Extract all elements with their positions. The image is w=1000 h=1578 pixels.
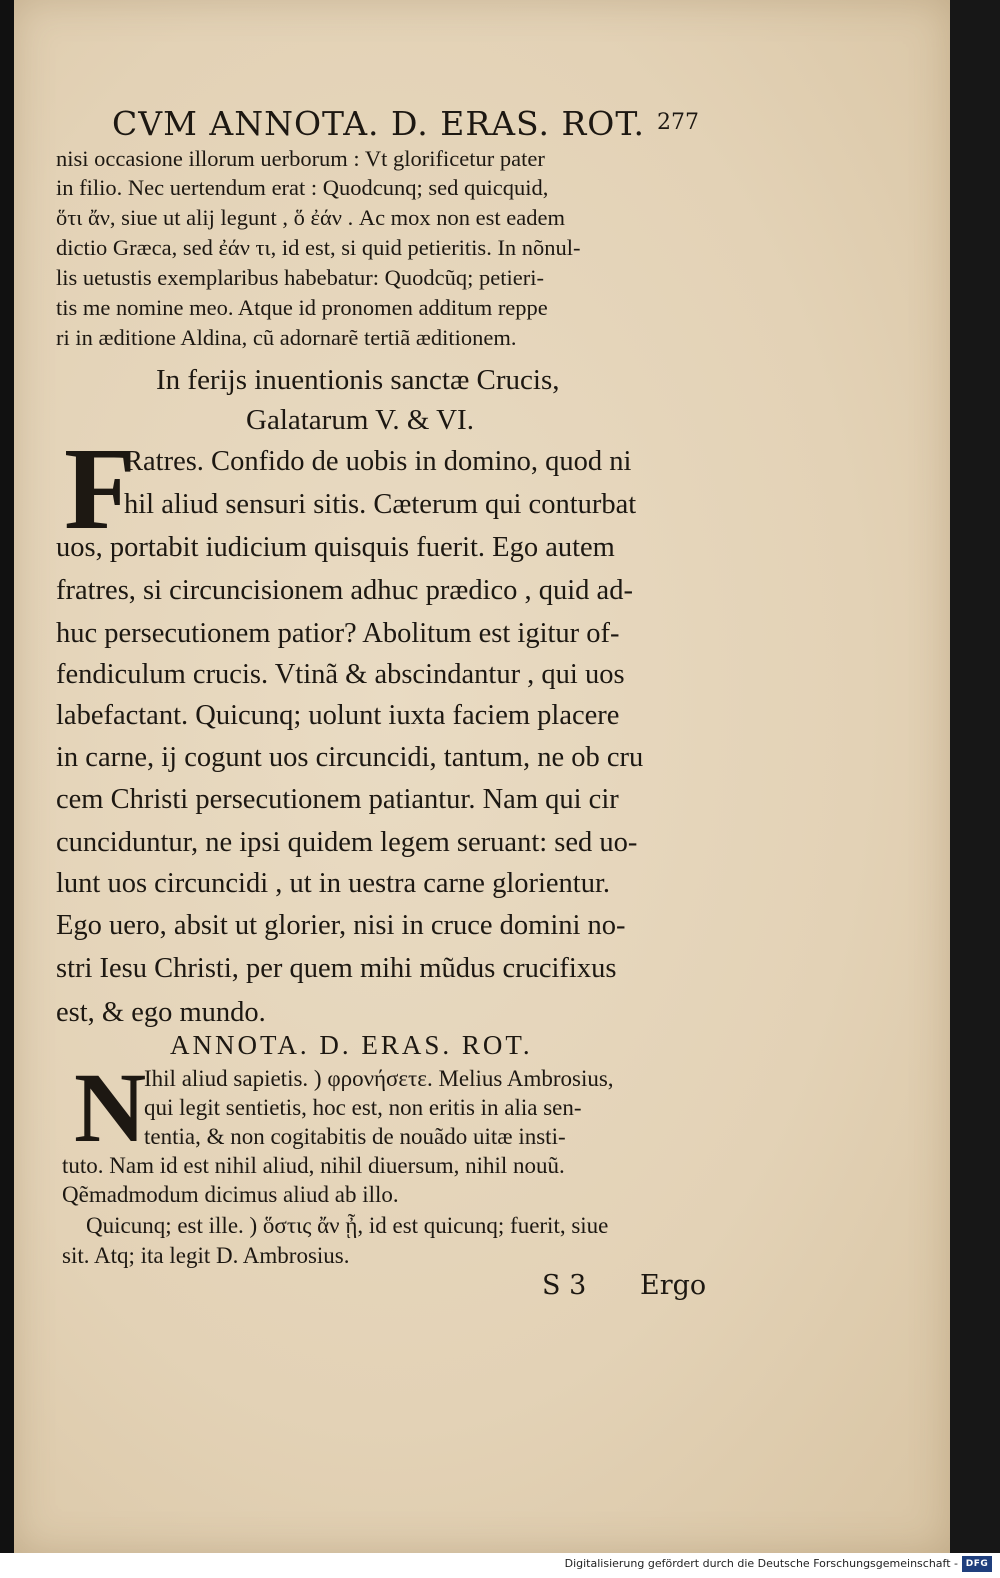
- annotation-title: ANNOTA. D. ERAS. ROT.: [170, 1030, 533, 1060]
- text-line: in filio. Nec uertendum erat : Quodcunq; sed quicquid,: [56, 175, 549, 200]
- text-line: ri in æditione Aldina, cũ adornarẽ tertiã æditionem.: [56, 325, 517, 350]
- decorated-initial-n: N: [74, 1052, 147, 1163]
- dfg-logo: DFG: [962, 1556, 992, 1572]
- text-line: qui legit sentietis, hoc est, non eritis in alia sen-: [144, 1095, 582, 1120]
- decorated-initial-f: F: [64, 423, 137, 554]
- text-line: Quicunq; est ille. ) ὅστις ἄν ᾖ, id est quicunq; fuerit, siue: [86, 1213, 609, 1238]
- text-line: ὅτι ἄν, siue ut alij legunt , ὅ ἐάν . Ac mox non est eadem: [56, 205, 566, 230]
- signature-mark: S 3: [542, 1270, 587, 1301]
- text-line: nisi occasione illorum uerborum : Vt glorificetur pater: [56, 146, 545, 171]
- text-line: lunt uos circuncidi , ut in uestra carne glorientur.: [56, 868, 611, 899]
- text-line: fratres, si circuncisionem adhuc prædico , quid ad-: [56, 575, 633, 606]
- section-heading-line: In ferijs inuentionis sanctæ Crucis,: [156, 364, 560, 396]
- text-line: Qẽmadmodum dicimus aliud ab illo.: [62, 1182, 399, 1207]
- digitization-footer: [0, 1553, 1000, 1578]
- book-edge: [950, 0, 1000, 1553]
- text-line: labefactant. Quicunq; uolunt iuxta faciem placere: [56, 700, 620, 731]
- text-line: tis me nomine meo. Atque id pronomen additum reppe: [56, 295, 548, 320]
- text-line: est, & ego mundo.: [56, 997, 266, 1028]
- text-line: cem Christi persecutionem patiantur. Nam qui cir: [56, 784, 619, 815]
- text-line: tentia, & non cogitabitis de nouãdo uitæ insti-: [144, 1124, 566, 1149]
- text-line: uos, portabit iudicium quisquis fuerit. Ego autem: [56, 532, 615, 563]
- text-line: cunciduntur, ne ipsi quidem legem seruant: sed uo-: [56, 827, 638, 858]
- text-line: hil aliud sensuri sitis. Cæterum qui conturbat: [124, 489, 637, 520]
- book-page: [14, 0, 952, 1553]
- catchword: Ergo: [640, 1270, 707, 1301]
- text-line: dictio Græca, sed ἐάν τι, id est, si quid petieritis. In nõnul-: [56, 235, 581, 260]
- text-line: sit. Atq; ita legit D. Ambrosius.: [62, 1243, 350, 1268]
- text-line: tuto. Nam id est nihil aliud, nihil diuersum, nihil nouũ.: [62, 1153, 565, 1178]
- text-line: Ego uero, absit ut glorier, nisi in cruce domini no-: [56, 910, 626, 941]
- text-line: stri Iesu Christi, per quem mihi mũdus crucifixus: [56, 953, 617, 984]
- text-line: in carne, ij cogunt uos circuncidi, tantum, ne ob cru: [56, 742, 644, 773]
- text-line: Ihil aliud sapietis. ) φρονήσετε. Melius Ambrosius,: [144, 1066, 614, 1091]
- text-line: lis uetustis exemplaribus habebatur: Quodcũq; petieri-: [56, 265, 545, 290]
- text-line: Ratres. Confido de uobis in domino, quod ni: [124, 446, 632, 477]
- funding-credit: Digitalisierung gefördert durch die Deutsche Forschungsgemeinschaft -: [564, 1557, 958, 1570]
- text-line: fendiculum crucis. Vtinã & abscindantur , qui uos: [56, 659, 625, 690]
- section-heading-line: Galatarum V. & VI.: [246, 404, 474, 436]
- running-head-title: CVM ANNOTA. D. ERAS. ROT.: [112, 104, 646, 143]
- text-line: huc persecutionem patior? Abolitum est igitur of-: [56, 618, 620, 649]
- folio-number: 277: [657, 110, 699, 135]
